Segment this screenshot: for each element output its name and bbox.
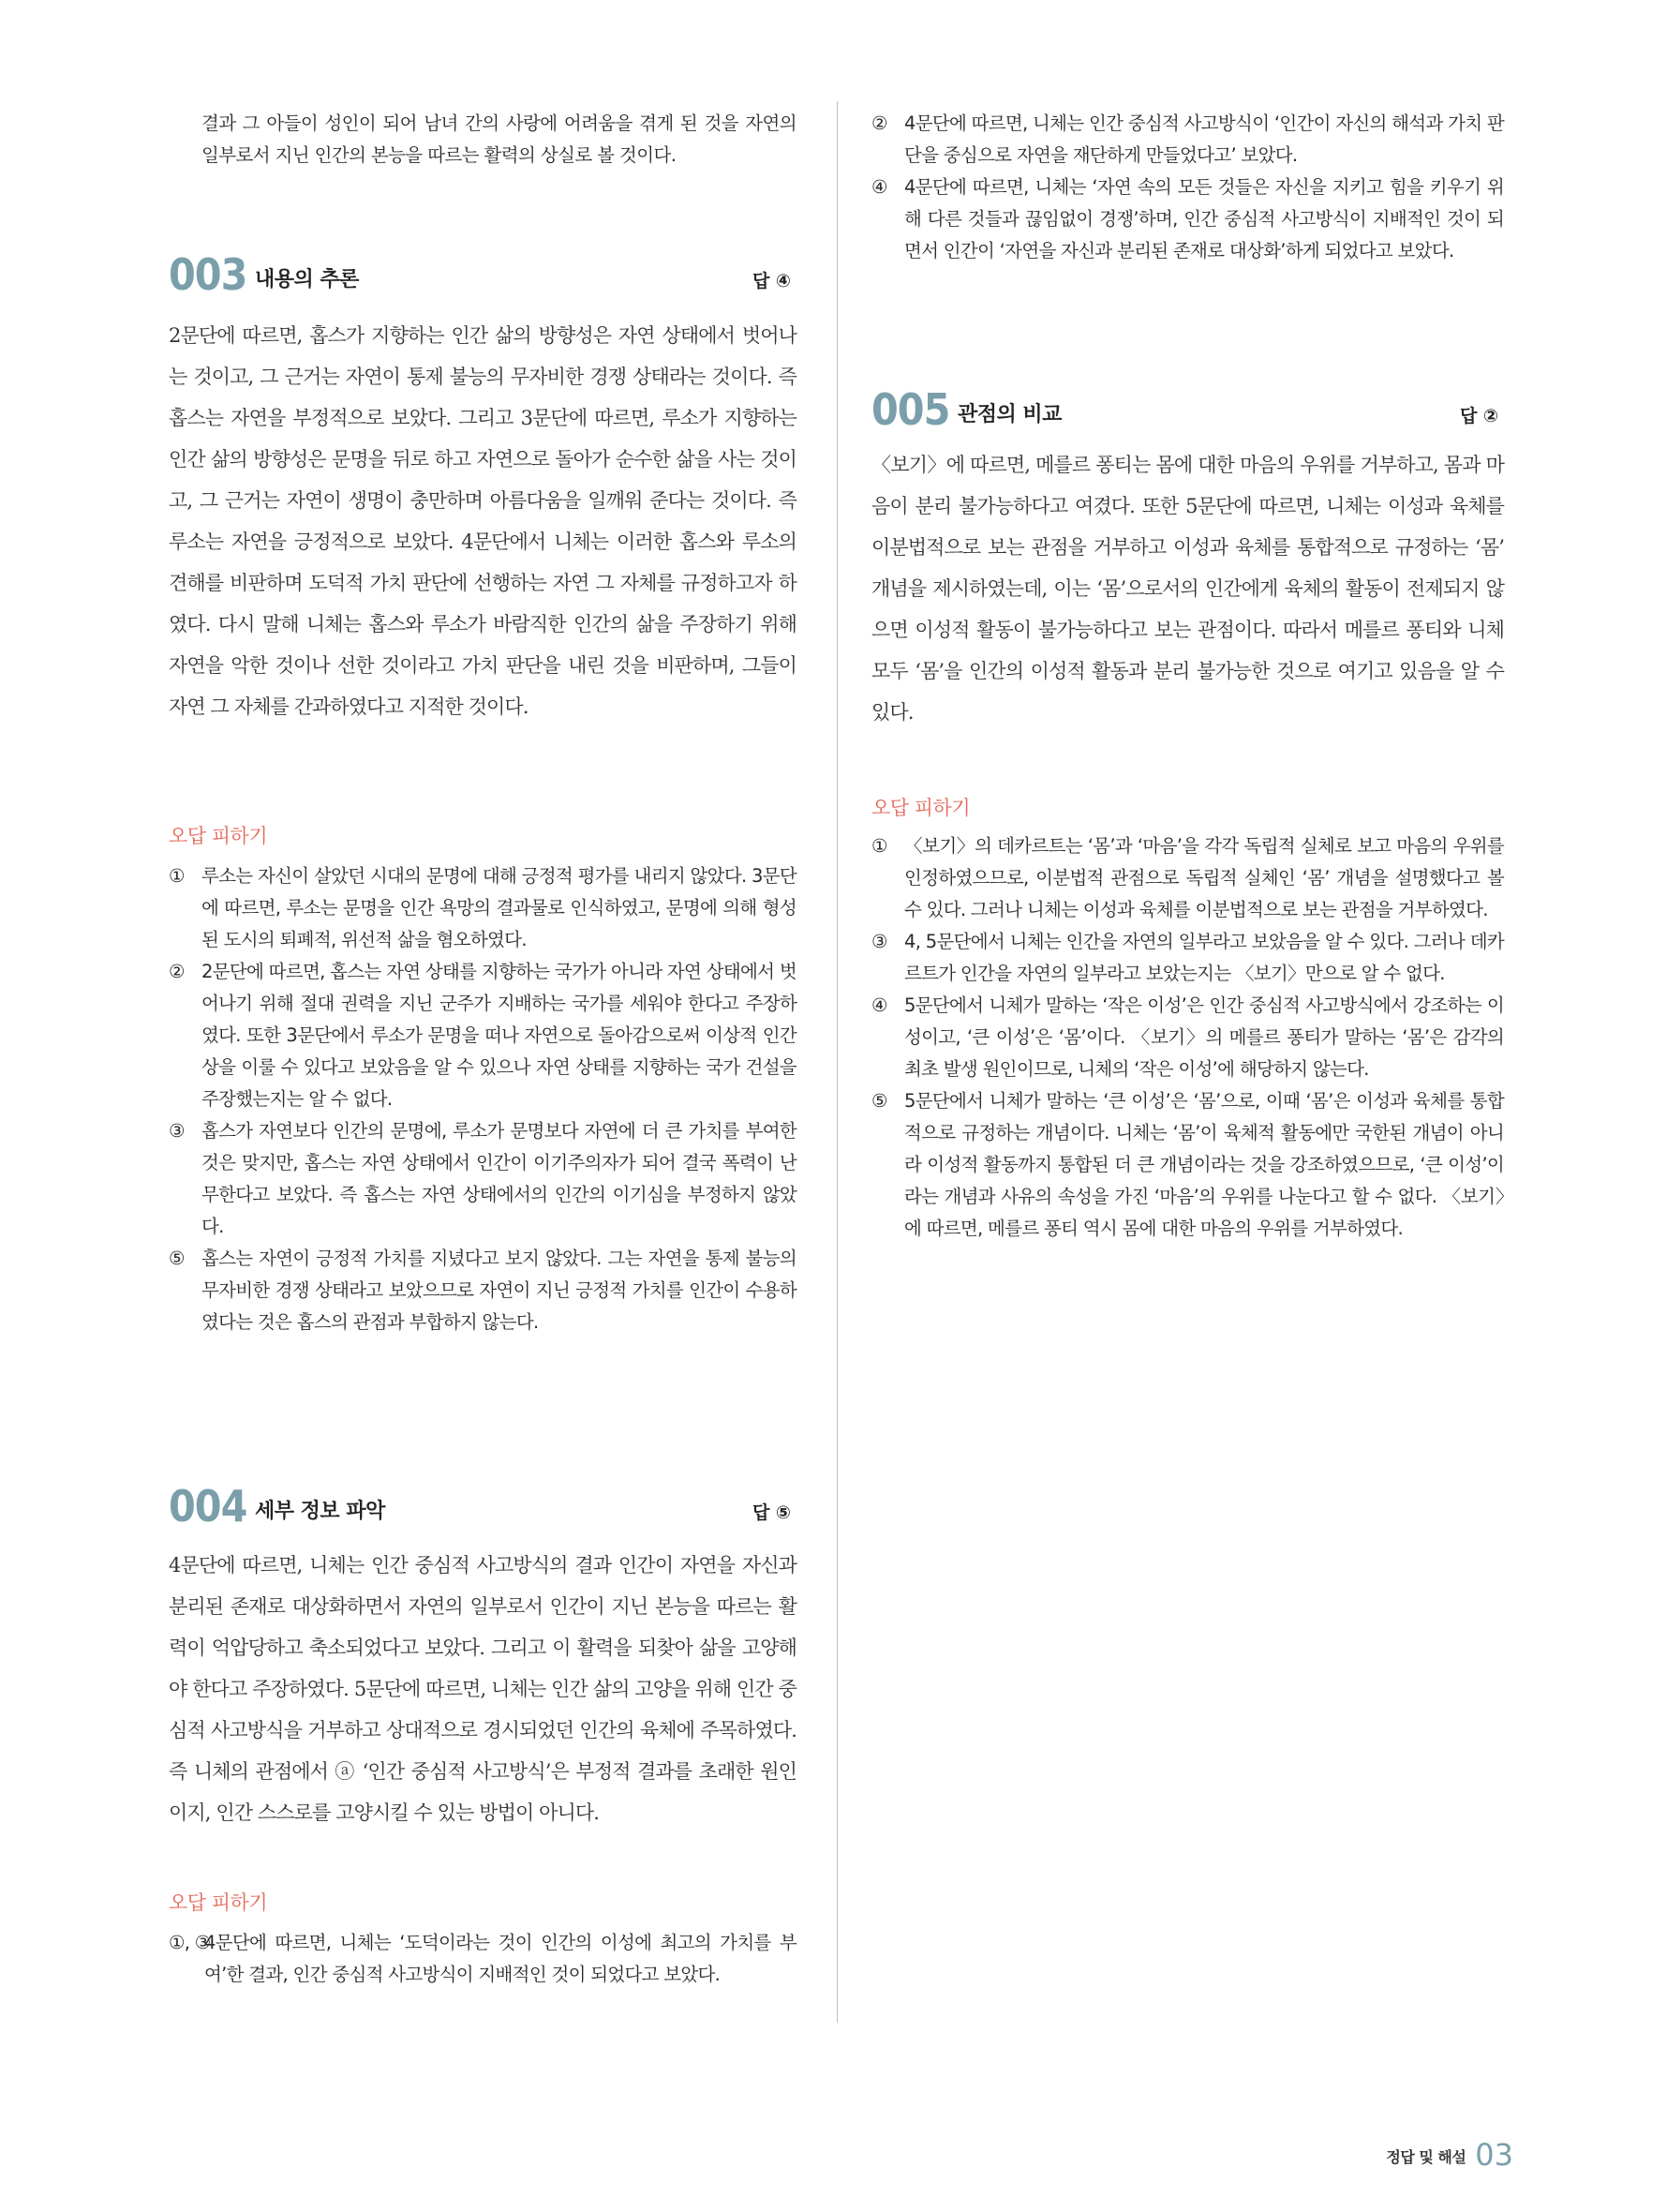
footer-label: 정답 및 해설 <box>1386 2148 1466 2166</box>
question-003-explanation: 2문단에 따르면, 홉스가 지향하는 인간 삶의 방향성은 자연 상태에서 벗어나는 것이고, 그 근거는 자연이 통제 불능의 무자비한 경쟁 상태라는 것이다. 즉 홉스는 자연을 부정적으로 보았다. 그리고 3문단에 따르면, 루소가 지향하는 인간 삶의 방향성은 문명을 뒤로 하고 자연으로 돌아가 순수한 삶을 사는 것이고, 그 근거는 자연이 생명이 충만하며 아름다움을 일깨워 준다는 것이다. 즉 루소는 자연을 긍정적으로 보았다. 4문단에서 니체는 이러한 홉스와 루소의 견해를 비판하며 도덕적 가치 판단에 선행하는 자연 그 자체를 규정하고자 하였다. 다시 말해 니체는 홉스와 루소가 바람직한 인간의 삶을 주장하기 위해 자연을 악한 것이나 선한 것이라고 가치 판단을 내린 것을 비판하며, 그들이 자연 그 자체를 간과하였다고 지적한 것이다. <box>169 324 796 718</box>
question-number: 003 <box>169 249 247 300</box>
wrong-answer-list-continued <box>871 108 1504 267</box>
question-004-explanation: 4문단에 따르면, 니체는 인간 중심적 사고방식의 결과 인간이 자연을 자신과 분리된 존재로 대상화하면서 자연의 일부로서 인간이 지닌 본능을 따르는 활력이 억압당하고 축소되었다고 보았다. 그리고 이 활력을 되찾아 삶을 고양해야 한다고 주장하였다. 5문단에 따르면, 니체는 인간 삶의 고양을 위해 인간 중심적 사고방식을 거부하고 상대적으로 경시되었던 인간의 육체에 주목하였다. 즉 니체의 관점에서 ⓐ ‘인간 중심적 사고방식’은 부정적 결과를 초래한 원인이지, 인간 스스로를 고양시킬 수 있는 방법이 아니다. <box>169 1554 796 1824</box>
list-item: ② 4문단에 따르면, 니체는 인간 중심적 사고방식이 ‘인간이 자신의 해석과 가치 판단을 중심으로 자연을 재단하게 만들었다고’ 보았다. <box>871 112 1504 166</box>
list-item: ④ 4문단에 따르면, 니체는 ‘자연 속의 모든 것들은 자신을 지키고 힘을 키우기 위해 다른 것들과 끊임없이 경쟁’하며, 인간 중심적 사고방식이 지배적인 것이 되면서 인간이 ‘자연을 자신과 분리된 존재로 대상화’하게 되었다고 보았다. <box>871 176 1504 262</box>
wrong-answer-list <box>169 1927 796 1991</box>
question-number: 004 <box>169 1481 247 1532</box>
question-answer: 답 ④ <box>752 271 791 291</box>
list-item: ① 〈보기〉의 데카르트는 ‘몸’과 ‘마음’을 각각 독립적 실체로 보고 마음의 우위를 인정하였으므로, 이분법적 관점으로 독립적 실체인 ‘몸’ 개념을 설명했다고 볼 수 있다. 그러나 니체는 이성과 육체를 이분법적으로 보는 관점을 거부하였다. <box>871 835 1504 920</box>
page-number: 03 <box>1475 2137 1513 2173</box>
list-item: ① 루소는 자신이 살았던 시대의 문명에 대해 긍정적 평가를 내리지 않았다. 3문단에 따르면, 루소는 문명을 인간 욕망의 결과물로 인식하였고, 문명에 의해 형성된 도시의 퇴폐적, 위선적 삶을 혐오하였다. <box>169 865 796 950</box>
question-title: 관점의 비교 <box>958 403 1062 426</box>
list-item: ⑤ 5문단에서 니체가 말하는 ‘큰 이성’은 ‘몸’으로, 이때 ‘몸’은 이성과 육체를 통합적으로 규정하는 개념이다. 니체는 ‘몸’이 육체적 활동에만 국한된 개념이 아니라 이성적 활동까지 통합된 더 큰 개념이라는 것을 강조하였으므로, ‘큰 이성’이라는 개념과 사유의 속성을 가진 ‘마음’의 우위를 나눈다고 할 수 없다. 〈보기〉에 따르면, 메를르 퐁티 역시 몸에 대한 마음의 우위를 거부하였다. <box>871 1090 1504 1239</box>
wrong-answer-list <box>169 860 796 1338</box>
page-footer <box>1386 2139 1513 2171</box>
list-item: ③ 4, 5문단에서 니체는 인간을 자연의 일부라고 보았음을 알 수 있다. 그러나 데카르트가 인간을 자연의 일부라고 보았는지는 〈보기〉만으로 알 수 없다. <box>871 931 1504 984</box>
list-item: ② 2문단에 따르면, 홉스는 자연 상태를 지향하는 국가가 아니라 자연 상태에서 벗어나기 위해 절대 권력을 지닌 군주가 지배하는 국가를 세워야 한다고 주장하였다. 또한 3문단에서 루소가 문명을 떠나 자연으로 돌아감으로써 이상적 인간상을 이룰 수 있다고 보았음을 알 수 있으나 자연 상태를 지향하는 국가 건설을 주장했는지는 알 수 없다. <box>169 961 796 1110</box>
list-item: ⑤ 홉스는 자연이 긍정적 가치를 지녔다고 보지 않았다. 그는 자연을 통제 불능의 무자비한 경쟁 상태라고 보았으므로 자연이 지닌 긍정적 가치를 인간이 수용하였다는 것은 홉스의 관점과 부합하지 않는다. <box>169 1248 796 1333</box>
question-005-header <box>871 386 1504 433</box>
list-item: ①, ③ 4문단에 따르면, 니체는 ‘도덕이라는 것이 인간의 이성에 최고의 가치를 부여’한 결과, 인간 중심적 사고방식이 지배적인 것이 되었다고 보았다. <box>169 1932 796 1985</box>
continued-text: 결과 그 아들이 성인이 되어 남녀 간의 사랑에 어려움을 겪게 된 것을 자연의 일부로서 지닌 인간의 본능을 따르는 활력의 상실로 볼 것이다. <box>201 112 796 166</box>
question-number: 005 <box>871 384 950 435</box>
question-005-explanation: 〈보기〉에 따르면, 메를르 퐁티는 몸에 대한 마음의 우위를 거부하고, 몸과 마음이 분리 불가능하다고 여겼다. 또한 5문단에 따르면, 니체는 이성과 육체를 이분법적으로 보는 관점을 거부하고 이성과 육체를 통합적으로 규정하는 ‘몸’ 개념을 제시하였는데, 이는 ‘몸’으로서의 인간에게 육체의 활동이 전제되지 않으면 이성적 활동이 불가능하다고 보는 관점이다. 따라서 메를르 퐁티와 니체 모두 ‘몸’을 인간의 이성적 활동과 분리 불가능한 것으로 여기고 있음을 알 수 있다. <box>871 454 1504 724</box>
question-title: 내용의 추론 <box>255 268 359 291</box>
list-item: ④ 5문단에서 니체가 말하는 ‘작은 이성’은 인간 중심적 사고방식에서 강조하는 이성이고, ‘큰 이성’은 ‘몸’이다. 〈보기〉의 메를르 퐁티가 말하는 ‘몸’은 감각의 최초 발생 원인이므로, 니체의 ‘작은 이성’에 해당하지 않는다. <box>871 994 1504 1080</box>
question-004-header <box>169 1483 796 1530</box>
question-answer: 답 ⑤ <box>752 1502 791 1523</box>
wrong-answer-heading: 오답 피하기 <box>871 797 971 819</box>
column-divider <box>837 101 838 2023</box>
wrong-answer-list <box>871 830 1504 1245</box>
wrong-answer-heading: 오답 피하기 <box>169 825 268 847</box>
wrong-answer-heading: 오답 피하기 <box>169 1891 268 1914</box>
list-item: ③ 홉스가 자연보다 인간의 문명에, 루소가 문명보다 자연에 더 큰 가치를 부여한 것은 맞지만, 홉스는 자연 상태에서 인간이 이기주의자가 되어 결국 폭력이 난무한다고 보았다. 즉 홉스는 자연 상태에서의 인간의 이기심을 부정하지 않았다. <box>169 1120 796 1237</box>
question-003-header <box>169 251 796 298</box>
question-title: 세부 정보 파악 <box>255 1500 385 1523</box>
question-answer: 답 ② <box>1459 406 1498 426</box>
